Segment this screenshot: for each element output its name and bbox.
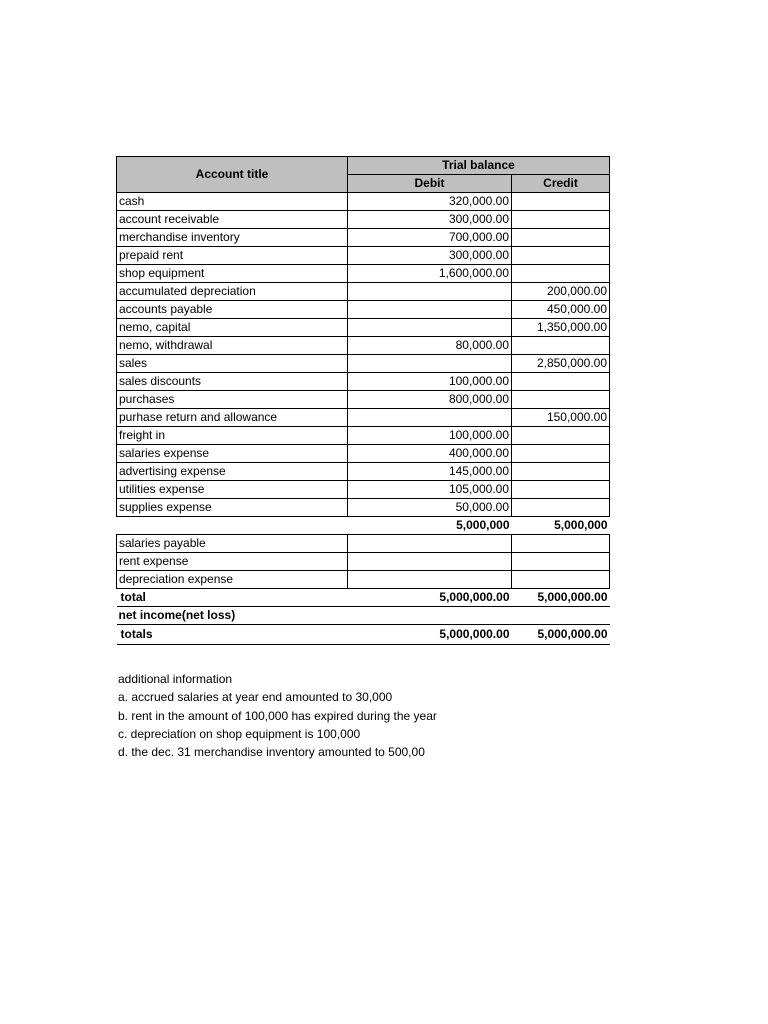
- debit-cell: [348, 535, 512, 553]
- credit-cell: 200,000.00: [512, 283, 610, 301]
- note-item: a. accrued salaries at year end amounted to 30,000: [118, 690, 393, 705]
- adjustment-row: [117, 535, 610, 553]
- adjustment-row: [117, 553, 610, 571]
- subtotal-credit: 5,000,000: [554, 518, 608, 532]
- totals-debit: 5,000,000.00: [348, 625, 512, 645]
- credit-cell: [512, 337, 610, 355]
- account-cell: sales: [117, 355, 348, 373]
- account-cell: prepaid rent: [117, 247, 348, 265]
- account-cell: nemo, withdrawal: [117, 337, 348, 355]
- table-row: [117, 283, 610, 301]
- table-row: [117, 193, 610, 211]
- account-cell: nemo, capital: [117, 319, 348, 337]
- credit-cell: [512, 571, 610, 589]
- table-row: [117, 499, 610, 517]
- trial-balance-table: [116, 156, 610, 645]
- debit-cell: [348, 301, 512, 319]
- credit-cell: [512, 427, 610, 445]
- credit-cell: [512, 535, 610, 553]
- debit-cell: 80,000.00: [348, 337, 512, 355]
- account-cell: accumulated depreciation: [117, 283, 348, 301]
- account-cell: salaries expense: [117, 445, 348, 463]
- table-row: [117, 337, 610, 355]
- account-cell: accounts payable: [117, 301, 348, 319]
- subtotal-debit: 5,000,000: [456, 518, 510, 532]
- trial-balance-sheet: [116, 156, 609, 645]
- adjustment-rows: [117, 535, 610, 589]
- credit-cell: [512, 229, 610, 247]
- account-cell: purchases: [117, 391, 348, 409]
- account-cell: merchandise inventory: [117, 229, 348, 247]
- account-rows: [117, 193, 610, 517]
- totals-credit: 5,000,000.00: [512, 625, 610, 645]
- debit-cell: 320,000.00: [348, 193, 512, 211]
- debit-cell: 400,000.00: [348, 445, 512, 463]
- table-row: [117, 391, 610, 409]
- totals-row: [117, 625, 610, 645]
- credit-cell: [512, 481, 610, 499]
- header-debit: Debit: [348, 175, 512, 193]
- debit-cell: 105,000.00: [348, 481, 512, 499]
- credit-cell: 150,000.00: [512, 409, 610, 427]
- account-cell: rent expense: [117, 553, 348, 571]
- credit-cell: [512, 373, 610, 391]
- totals-label: totals: [117, 625, 348, 645]
- additional-information: [118, 670, 437, 761]
- debit-cell: 50,000.00: [348, 499, 512, 517]
- account-cell: shop equipment: [117, 265, 348, 283]
- credit-cell: [512, 553, 610, 571]
- table-row: [117, 265, 610, 283]
- credit-cell: [512, 193, 610, 211]
- header-trial-balance: Trial balance: [348, 157, 610, 175]
- credit-cell: [512, 499, 610, 517]
- debit-cell: [348, 355, 512, 373]
- account-cell: cash: [117, 193, 348, 211]
- debit-cell: [348, 283, 512, 301]
- debit-cell: [348, 571, 512, 589]
- table-row: [117, 247, 610, 265]
- table-row: [117, 463, 610, 481]
- account-cell: sales discounts: [117, 373, 348, 391]
- note-item: c. depreciation on shop equipment is 100,000: [118, 726, 361, 741]
- note-item: d. the dec. 31 merchandise inventory amounted to 500,00: [118, 745, 425, 760]
- note-item: b. rent in the amount of 100,000 has expired during the year: [118, 708, 437, 723]
- account-cell: freight in: [117, 427, 348, 445]
- credit-cell: [512, 247, 610, 265]
- debit-cell: [348, 319, 512, 337]
- credit-cell: [512, 445, 610, 463]
- account-cell: supplies expense: [117, 499, 348, 517]
- credit-cell: 450,000.00: [512, 301, 610, 319]
- credit-cell: [512, 391, 610, 409]
- debit-cell: 300,000.00: [348, 247, 512, 265]
- debit-cell: [348, 409, 512, 427]
- net-income-debit: [348, 607, 512, 625]
- table-row: [117, 373, 610, 391]
- table-row: [117, 355, 610, 373]
- debit-cell: [348, 553, 512, 571]
- subtotal-row: [117, 517, 610, 535]
- net-income-row: [117, 607, 610, 625]
- debit-cell: 300,000.00: [348, 211, 512, 229]
- adjustment-row: [117, 571, 610, 589]
- subtotal-label: [117, 517, 348, 535]
- debit-cell: 100,000.00: [348, 373, 512, 391]
- table-row: [117, 211, 610, 229]
- total-credit: 5,000,000.00: [512, 589, 610, 607]
- credit-cell: [512, 463, 610, 481]
- table-row: [117, 319, 610, 337]
- table-row: [117, 481, 610, 499]
- debit-cell: 1,600,000.00: [348, 265, 512, 283]
- credit-cell: 1,350,000.00: [512, 319, 610, 337]
- header-account-title: Account title: [117, 157, 348, 193]
- net-income-credit: [512, 607, 610, 625]
- account-cell: salaries payable: [117, 535, 348, 553]
- credit-cell: [512, 211, 610, 229]
- total-label: total: [117, 589, 348, 607]
- credit-cell: [512, 265, 610, 283]
- net-income-label: net income(net loss): [117, 607, 348, 625]
- table-row: [117, 445, 610, 463]
- table-row: [117, 229, 610, 247]
- header-credit: Credit: [512, 175, 610, 193]
- total-debit: 5,000,000.00: [348, 589, 512, 607]
- notes-title: additional information: [118, 672, 233, 686]
- account-cell: utilities expense: [117, 481, 348, 499]
- credit-cell: 2,850,000.00: [512, 355, 610, 373]
- table-row: [117, 409, 610, 427]
- account-cell: depreciation expense: [117, 571, 348, 589]
- account-cell: account receivable: [117, 211, 348, 229]
- debit-cell: 800,000.00: [348, 391, 512, 409]
- debit-cell: 145,000.00: [348, 463, 512, 481]
- account-cell: advertising expense: [117, 463, 348, 481]
- debit-cell: 100,000.00: [348, 427, 512, 445]
- debit-cell: 700,000.00: [348, 229, 512, 247]
- account-cell: purhase return and allowance: [117, 409, 348, 427]
- total-row: [117, 589, 610, 607]
- table-row: [117, 427, 610, 445]
- table-row: [117, 301, 610, 319]
